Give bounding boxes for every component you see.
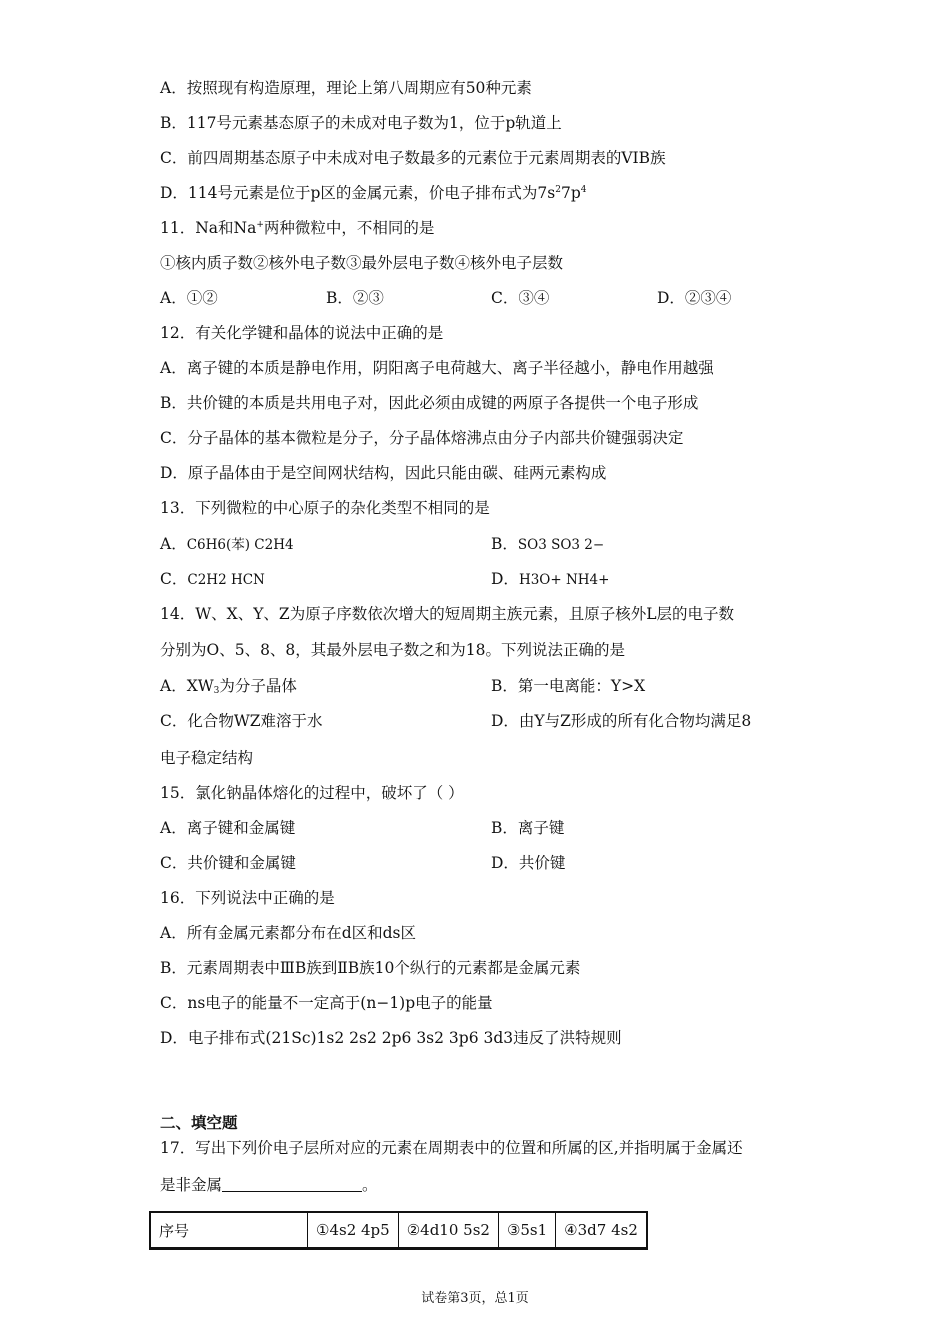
q15-stem: 15．氯化钠晶体熔化的过程中，破坏了（ ） xyxy=(160,784,464,802)
q13-stem: 13．下列微粒的中心原子的杂化类型不相同的是 xyxy=(160,499,490,517)
table-cell: ②4d10 5s2 xyxy=(398,1212,498,1249)
q15-option-c: C．共价键和金属键 xyxy=(160,854,296,872)
q13-option-a: A．C6H6(苯) C2H4 xyxy=(160,535,294,553)
q12-option-b: B．共价键的本质是共用电子对，因此必须由成键的两原子各提供一个电子形成 xyxy=(160,394,699,412)
section-title: 二、填空题 xyxy=(160,1113,238,1132)
q12-option-c: C．分子晶体的基本微粒是分子，分子晶体熔沸点由分子内部共价键强弱决定 xyxy=(160,429,684,447)
q12-option-a: A．离子键的本质是静电作用，阴阳离子电荷越大、离子半径越小，静电作用越强 xyxy=(160,359,714,377)
q10-option-a: A．按照现有构造原理，理论上第八周期应有50种元素 xyxy=(160,79,532,97)
q10-option-c: C．前四周期基态原子中未成对电子数最多的元素位于元素周期表的VIB族 xyxy=(160,149,666,167)
q16-option-c: C．ns电子的能量不一定高于(n−1)p电子的能量 xyxy=(160,994,493,1012)
q14-stem-line1: 14．W、X、Y、Z为原子序数依次增大的短周期主族元素，且原子核外L层的电子数 xyxy=(160,605,734,623)
q15-option-d: D．共价键 xyxy=(491,854,566,872)
q14-option-d-continued: 电子稳定结构 xyxy=(160,749,254,767)
q11-option-c: C．③④ xyxy=(491,289,550,307)
q14-option-c: C．化合物WZ难溶于水 xyxy=(160,712,323,730)
page-footer: 试卷第3页，总1页 xyxy=(421,1291,529,1306)
q14-option-d: D．由Y与Z形成的所有化合物均满足8 xyxy=(491,712,752,730)
q13-option-b: B．SO3 SO3 2− xyxy=(491,535,605,553)
q10-option-d: D．114号元素是位于p区的金属元素，价电子排布式为$7s^27p^4$ xyxy=(160,184,587,202)
table-cell: ①4s2 4p5 xyxy=(308,1212,399,1249)
q16-stem: 16．下列说法中正确的是 xyxy=(160,889,335,907)
q14-option-a: A．$XW_3$为分子晶体 xyxy=(160,677,297,696)
q15-option-b: B．离子键 xyxy=(491,819,565,837)
electron-config-table xyxy=(149,1211,648,1250)
q15-option-a: A．离子键和金属键 xyxy=(160,819,296,837)
q12-stem: 12．有关化学键和晶体的说法中正确的是 xyxy=(160,324,444,342)
table-row xyxy=(150,1212,647,1249)
table-header-cell: 序号 xyxy=(150,1212,308,1249)
q11-option-d: D．②③④ xyxy=(657,289,732,307)
answer-blank[interactable] xyxy=(222,1176,362,1192)
q17-stem-line1: 17．写出下列价电子层所对应的元素在周期表中的位置和所属的区,并指明属于金属还 xyxy=(160,1139,743,1157)
q14-stem-line2: 分别为O、5、8、8，其最外层电子数之和为18。下列说法正确的是 xyxy=(160,641,626,659)
q13-option-c: C．C2H2 HCN xyxy=(160,570,265,588)
q16-option-a: A．所有金属元素都分布在d区和ds区 xyxy=(160,924,416,942)
q14-option-b: B．第一电离能：Y>X xyxy=(491,677,646,695)
q10-option-b: B．117号元素基态原子的未成对电子数为1，位于p轨道上 xyxy=(160,114,562,132)
q17-stem-line2: 是非金属 。 xyxy=(160,1176,378,1194)
q11-stem: 11．Na和Na+两种微粒中，不相同的是 xyxy=(160,219,435,237)
q12-option-d: D．原子晶体由于是空间网状结构，因此只能由碳、硅两元素构成 xyxy=(160,464,607,482)
q16-option-b: B．元素周期表中ⅢB族到ⅡB族10个纵行的元素都是金属元素 xyxy=(160,959,581,977)
q11-items: ①核内质子数②核外电子数③最外层电子数④核外电子层数 xyxy=(160,254,564,272)
q11-option-a: A．①② xyxy=(160,289,218,307)
q13-option-d: D．H3O+ NH4+ xyxy=(491,570,610,588)
table-cell: ③5s1 xyxy=(498,1212,555,1249)
q11-option-b: B．②③ xyxy=(326,289,384,307)
q16-option-d: D．电子排布式(21Sc)1s2 2s2 2p6 3s2 3p6 3d3违反了洪特规则 xyxy=(160,1029,622,1047)
table-cell: ④3d7 4s2 xyxy=(556,1212,647,1249)
